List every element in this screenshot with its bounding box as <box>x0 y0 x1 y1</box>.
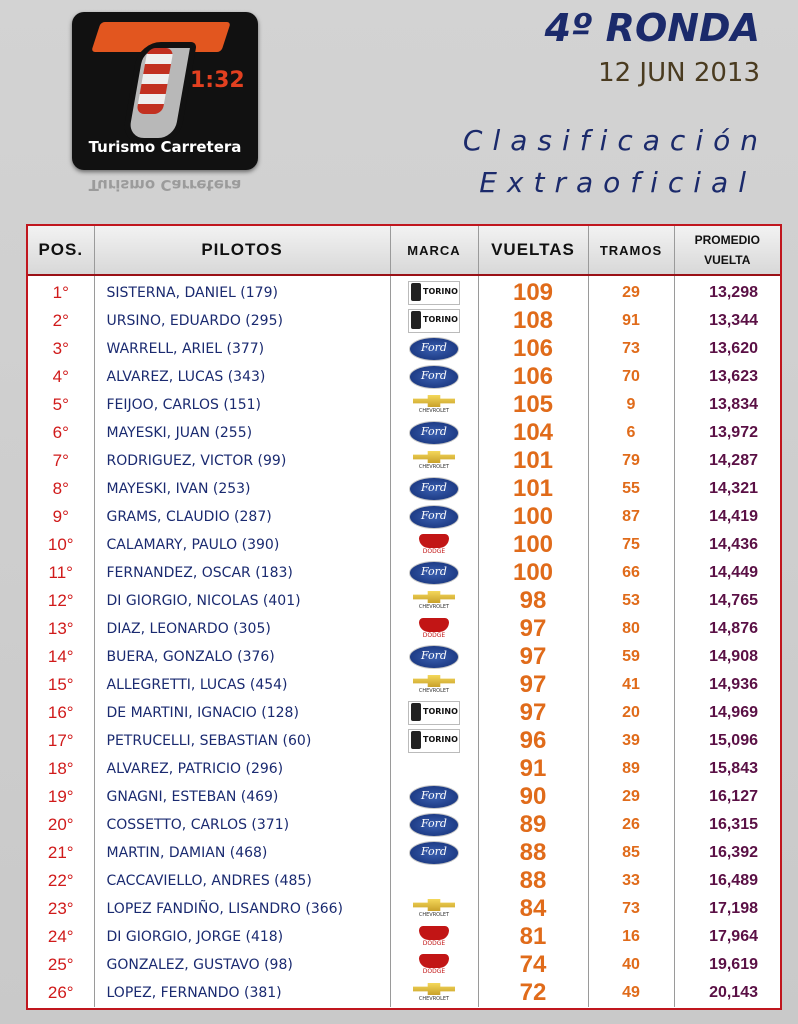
dodge-logo-icon <box>411 534 457 556</box>
average-lap-cell: 13,834 <box>709 396 758 413</box>
position-cell: 15° <box>28 671 94 699</box>
brand-cell <box>390 895 478 923</box>
sections-cell: 29 <box>588 783 674 811</box>
laps-cell: 101 <box>478 475 588 503</box>
table-row <box>28 671 780 699</box>
table-row <box>28 559 780 587</box>
pilot-cell: ALLEGRETTI, LUCAS (454) <box>94 671 390 699</box>
brand-cell <box>390 811 478 839</box>
pilot-cell: RODRIGUEZ, VICTOR (99) <box>94 447 390 475</box>
position-cell: 8° <box>28 475 94 503</box>
ford-logo-icon <box>409 813 459 837</box>
brand-cell <box>390 783 478 811</box>
laps-cell: 74 <box>478 951 588 979</box>
classification-title-line2: Extraoficial <box>479 166 756 199</box>
table-row <box>28 475 780 503</box>
average-lap-cell: 17,198 <box>709 900 758 917</box>
torino-logo-icon <box>408 729 460 753</box>
pilot-cell: CALAMARY, PAULO (390) <box>94 531 390 559</box>
torino-logo-icon <box>408 309 460 333</box>
sections-cell: 49 <box>588 979 674 1007</box>
average-lap-cell: 16,489 <box>709 872 758 889</box>
dodge-logo-icon <box>411 954 457 976</box>
laps-cell: 104 <box>478 419 588 447</box>
position-cell: 9° <box>28 503 94 531</box>
ford-logo-icon <box>409 841 459 865</box>
pilot-cell: FERNANDEZ, OSCAR (183) <box>94 559 390 587</box>
brand-cell <box>390 643 478 671</box>
laps-cell: 88 <box>478 867 588 895</box>
brand-cell <box>390 475 478 503</box>
pilot-cell: MARTIN, DAMIAN (468) <box>94 839 390 867</box>
ford-logo-icon <box>409 365 459 389</box>
pilot-cell: DI GIORGIO, JORGE (418) <box>94 923 390 951</box>
brand-cell <box>390 335 478 363</box>
classification-title-line1: Clasificación <box>462 124 768 157</box>
position-cell: 26° <box>28 979 94 1007</box>
brand-cell <box>390 755 478 783</box>
logo-brand-text: Turismo Carretera <box>88 138 242 156</box>
sections-cell: 91 <box>588 307 674 335</box>
average-lap-cell: 13,344 <box>709 312 758 329</box>
header-pilotos: PILOTOS <box>94 226 390 275</box>
header-pos: POS. <box>28 226 94 275</box>
position-cell: 25° <box>28 951 94 979</box>
torino-logo-icon <box>408 281 460 305</box>
average-lap-cell: 16,127 <box>709 788 758 805</box>
chevrolet-logo-icon <box>411 982 457 1004</box>
table-row <box>28 363 780 391</box>
position-cell: 4° <box>28 363 94 391</box>
brand-cell <box>390 839 478 867</box>
position-cell: 7° <box>28 447 94 475</box>
sections-cell: 55 <box>588 475 674 503</box>
results-table <box>28 226 780 1007</box>
table-row <box>28 951 780 979</box>
position-cell: 5° <box>28 391 94 419</box>
ford-logo-icon <box>409 645 459 669</box>
average-lap-cell: 16,315 <box>709 816 758 833</box>
table-row <box>28 447 780 475</box>
position-cell: 11° <box>28 559 94 587</box>
ford-logo-icon <box>409 505 459 529</box>
ford-logo-icon <box>409 785 459 809</box>
laps-cell: 101 <box>478 447 588 475</box>
table-row <box>28 839 780 867</box>
table-row <box>28 615 780 643</box>
logo-reflection-text: Turismo Carretera <box>88 176 242 194</box>
brand-cell <box>390 531 478 559</box>
header-promedio: PROMEDIO <box>694 233 760 247</box>
position-cell: 21° <box>28 839 94 867</box>
ford-logo-icon <box>409 561 459 585</box>
laps-cell: 97 <box>478 615 588 643</box>
brand-cell <box>390 275 478 307</box>
pilot-cell: SISTERNA, DANIEL (179) <box>94 275 390 307</box>
table-row <box>28 755 780 783</box>
table-row <box>28 275 780 307</box>
table-row <box>28 699 780 727</box>
table-row <box>28 923 780 951</box>
sections-cell: 20 <box>588 699 674 727</box>
position-cell: 16° <box>28 699 94 727</box>
header-marca: MARCA <box>390 226 478 275</box>
sections-cell: 16 <box>588 923 674 951</box>
ford-logo-icon <box>409 421 459 445</box>
brand-cell <box>390 867 478 895</box>
chevrolet-logo-icon <box>411 394 457 416</box>
average-lap-cell: 13,972 <box>709 424 758 441</box>
table-row <box>28 335 780 363</box>
pilot-cell: WARRELL, ARIEL (377) <box>94 335 390 363</box>
pilot-cell: ALVAREZ, LUCAS (343) <box>94 363 390 391</box>
laps-cell: 100 <box>478 559 588 587</box>
brand-cell <box>390 979 478 1007</box>
pilot-cell: CACCAVIELLO, ANDRES (485) <box>94 867 390 895</box>
laps-cell: 96 <box>478 727 588 755</box>
sections-cell: 85 <box>588 839 674 867</box>
laps-cell: 89 <box>478 811 588 839</box>
header-promedio-vuelta <box>674 226 780 275</box>
brand-cell <box>390 559 478 587</box>
sections-cell: 73 <box>588 895 674 923</box>
chevrolet-logo-icon <box>411 898 457 920</box>
table-row <box>28 531 780 559</box>
event-date: 12 JUN 2013 <box>598 58 760 88</box>
sections-cell: 9 <box>588 391 674 419</box>
logo-reflection <box>72 172 258 202</box>
sections-cell: 87 <box>588 503 674 531</box>
sections-cell: 73 <box>588 335 674 363</box>
sections-cell: 6 <box>588 419 674 447</box>
position-cell: 6° <box>28 419 94 447</box>
average-lap-cell: 13,623 <box>709 368 758 385</box>
pilot-cell: ALVAREZ, PATRICIO (296) <box>94 755 390 783</box>
results-table-container <box>26 224 782 1010</box>
pilot-cell: MAYESKI, IVAN (253) <box>94 475 390 503</box>
brand-cell <box>390 615 478 643</box>
laps-cell: 91 <box>478 755 588 783</box>
sections-cell: 39 <box>588 727 674 755</box>
laps-cell: 81 <box>478 923 588 951</box>
dodge-logo-icon <box>411 618 457 640</box>
position-cell: 3° <box>28 335 94 363</box>
logo-scale-text: 1:32 <box>190 68 245 93</box>
laps-cell: 97 <box>478 643 588 671</box>
sections-cell: 26 <box>588 811 674 839</box>
table-row <box>28 979 780 1007</box>
brand-cell <box>390 587 478 615</box>
position-cell: 18° <box>28 755 94 783</box>
average-lap-cell: 14,449 <box>709 564 758 581</box>
header-tramos: TRAMOS <box>588 226 674 275</box>
laps-cell: 109 <box>478 275 588 307</box>
table-row <box>28 307 780 335</box>
position-cell: 23° <box>28 895 94 923</box>
position-cell: 12° <box>28 587 94 615</box>
average-lap-cell: 14,969 <box>709 704 758 721</box>
chevrolet-logo-icon <box>411 450 457 472</box>
position-cell: 14° <box>28 643 94 671</box>
brand-cell <box>390 951 478 979</box>
dodge-logo-icon <box>411 926 457 948</box>
position-cell: 10° <box>28 531 94 559</box>
pilot-cell: DE MARTINI, IGNACIO (128) <box>94 699 390 727</box>
laps-cell: 105 <box>478 391 588 419</box>
table-header-row <box>28 226 780 275</box>
laps-cell: 90 <box>478 783 588 811</box>
sections-cell: 89 <box>588 755 674 783</box>
laps-cell: 97 <box>478 671 588 699</box>
average-lap-cell: 15,843 <box>709 760 758 777</box>
table-row <box>28 727 780 755</box>
pilot-cell: PETRUCELLI, SEBASTIAN (60) <box>94 727 390 755</box>
sections-cell: 79 <box>588 447 674 475</box>
position-cell: 20° <box>28 811 94 839</box>
table-row <box>28 783 780 811</box>
average-lap-cell: 19,619 <box>709 956 758 973</box>
brand-cell <box>390 307 478 335</box>
average-lap-cell: 14,436 <box>709 536 758 553</box>
position-cell: 2° <box>28 307 94 335</box>
position-cell: 19° <box>28 783 94 811</box>
table-row <box>28 391 780 419</box>
average-lap-cell: 13,620 <box>709 340 758 357</box>
sections-cell: 75 <box>588 531 674 559</box>
chevrolet-logo-icon <box>411 674 457 696</box>
pilot-cell: MAYESKI, JUAN (255) <box>94 419 390 447</box>
average-lap-cell: 14,321 <box>709 480 758 497</box>
position-cell: 1° <box>28 275 94 307</box>
laps-cell: 88 <box>478 839 588 867</box>
brand-cell <box>390 503 478 531</box>
laps-cell: 97 <box>478 699 588 727</box>
torino-logo-icon <box>408 701 460 725</box>
pilot-cell: COSSETTO, CARLOS (371) <box>94 811 390 839</box>
position-cell: 17° <box>28 727 94 755</box>
average-lap-cell: 17,964 <box>709 928 758 945</box>
average-lap-cell: 14,765 <box>709 592 758 609</box>
brand-cell <box>390 391 478 419</box>
sections-cell: 40 <box>588 951 674 979</box>
brand-cell <box>390 363 478 391</box>
brand-cell <box>390 447 478 475</box>
sections-cell: 29 <box>588 275 674 307</box>
pilot-cell: LOPEZ, FERNANDO (381) <box>94 979 390 1007</box>
laps-cell: 98 <box>478 587 588 615</box>
sections-cell: 59 <box>588 643 674 671</box>
laps-cell: 100 <box>478 531 588 559</box>
average-lap-cell: 14,287 <box>709 452 758 469</box>
table-row <box>28 587 780 615</box>
average-lap-cell: 14,908 <box>709 648 758 665</box>
average-lap-cell: 13,298 <box>709 284 758 301</box>
sections-cell: 33 <box>588 867 674 895</box>
chevrolet-logo-icon <box>411 590 457 612</box>
average-lap-cell: 14,936 <box>709 676 758 693</box>
laps-cell: 108 <box>478 307 588 335</box>
ford-logo-icon <box>409 337 459 361</box>
average-lap-cell: 20,143 <box>709 984 758 1001</box>
table-row <box>28 895 780 923</box>
table-row <box>28 419 780 447</box>
table-row <box>28 811 780 839</box>
brand-cell <box>390 727 478 755</box>
sections-cell: 70 <box>588 363 674 391</box>
pilot-cell: GONZALEZ, GUSTAVO (98) <box>94 951 390 979</box>
pilot-cell: BUERA, GONZALO (376) <box>94 643 390 671</box>
brand-cell <box>390 699 478 727</box>
round-title: 4º RONDA <box>544 6 760 50</box>
table-row <box>28 867 780 895</box>
pilot-cell: FEIJOO, CARLOS (151) <box>94 391 390 419</box>
turismo-carretera-logo <box>72 12 258 170</box>
pilot-cell: DIAZ, LEONARDO (305) <box>94 615 390 643</box>
table-row <box>28 503 780 531</box>
table-row <box>28 643 780 671</box>
header-vueltas: VUELTAS <box>478 226 588 275</box>
brand-cell <box>390 671 478 699</box>
position-cell: 22° <box>28 867 94 895</box>
ford-logo-icon <box>409 477 459 501</box>
average-lap-cell: 14,876 <box>709 620 758 637</box>
pilot-cell: GNAGNI, ESTEBAN (469) <box>94 783 390 811</box>
sections-cell: 53 <box>588 587 674 615</box>
laps-cell: 106 <box>478 335 588 363</box>
brand-cell <box>390 419 478 447</box>
pilot-cell: DI GIORGIO, NICOLAS (401) <box>94 587 390 615</box>
laps-cell: 72 <box>478 979 588 1007</box>
laps-cell: 84 <box>478 895 588 923</box>
pilot-cell: LOPEZ FANDIÑO, LISANDRO (366) <box>94 895 390 923</box>
position-cell: 24° <box>28 923 94 951</box>
sections-cell: 66 <box>588 559 674 587</box>
laps-cell: 100 <box>478 503 588 531</box>
brand-cell <box>390 923 478 951</box>
pilot-cell: URSINO, EDUARDO (295) <box>94 307 390 335</box>
header-vuelta: VUELTA <box>704 253 751 267</box>
sections-cell: 80 <box>588 615 674 643</box>
sections-cell: 41 <box>588 671 674 699</box>
average-lap-cell: 14,419 <box>709 508 758 525</box>
average-lap-cell: 16,392 <box>709 844 758 861</box>
position-cell: 13° <box>28 615 94 643</box>
pilot-cell: GRAMS, CLAUDIO (287) <box>94 503 390 531</box>
laps-cell: 106 <box>478 363 588 391</box>
average-lap-cell: 15,096 <box>709 732 758 749</box>
